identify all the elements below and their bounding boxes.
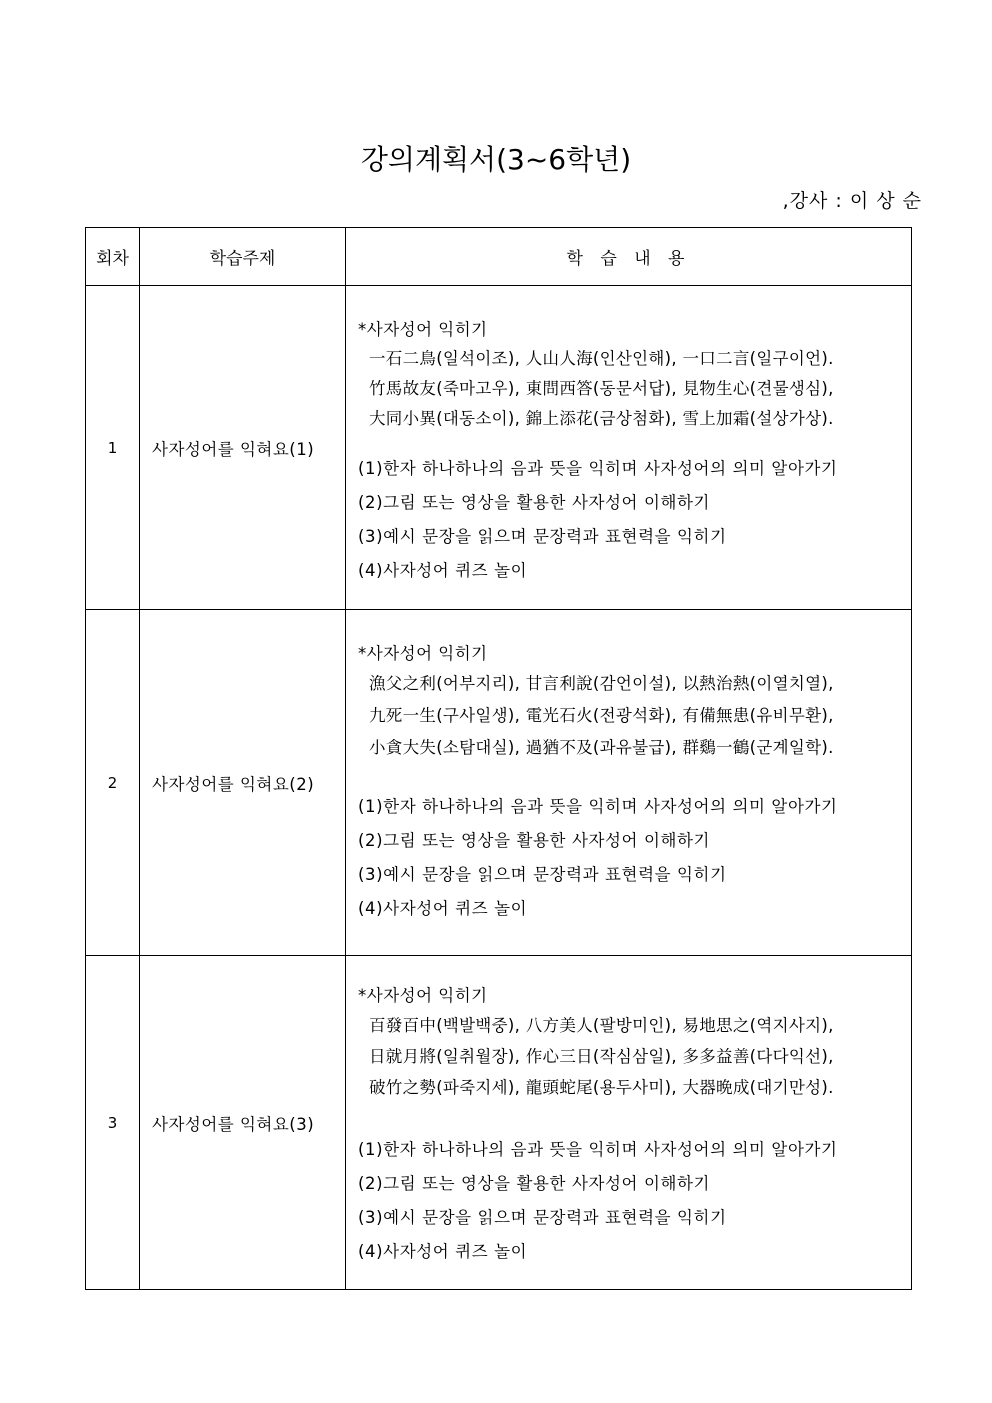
activity-item: (1)한자 하나하나의 음과 뜻을 익히며 사자성어의 의미 알아가기 <box>358 1140 838 1159</box>
activity-item: (4)사자성어 퀴즈 놀이 <box>358 899 528 918</box>
document-title: 강의계획서(3~6학년) <box>360 143 632 176</box>
activity-item: (3)예시 문장을 읽으며 문장력과 표현력을 익히기 <box>358 865 727 884</box>
activity-item: (4)사자성어 퀴즈 놀이 <box>358 561 528 580</box>
session-topic: 사자성어를 익혀요(1) <box>140 286 346 610</box>
session-content <box>346 286 912 610</box>
activity-item: (1)한자 하나하나의 음과 뜻을 익히며 사자성어의 의미 알아가기 <box>358 459 838 478</box>
activity-list <box>358 790 907 926</box>
session-content <box>346 610 912 956</box>
activity-item: (4)사자성어 퀴즈 놀이 <box>358 1242 528 1261</box>
idiom-line: 小貪大失(소탐대실), 過猶不及(과유불급), 群鷄一鶴(군계일학). <box>369 738 834 757</box>
idiom-line: 破竹之勢(파죽지세), 龍頭蛇尾(용두사미), 大器晩成(대기만성). <box>369 1078 834 1097</box>
header-topic: 학습주제 <box>140 228 346 286</box>
session-number: 3 <box>86 956 140 1290</box>
activity-item: (2)그림 또는 영상을 활용한 사자성어 이해하기 <box>358 493 711 512</box>
session-topic: 사자성어를 익혀요(3) <box>140 956 346 1290</box>
header-content: 학 습 내 용 <box>346 228 912 286</box>
table-row <box>86 286 912 610</box>
idiom-line: 竹馬故友(죽마고우), 東問西答(동문서답), 見物生心(견물생심), <box>369 379 834 398</box>
content-heading: *사자성어 익히기 <box>358 320 488 339</box>
instructor-line: ,강사 : 이 상 순 <box>782 190 922 212</box>
activity-item: (2)그림 또는 영상을 활용한 사자성어 이해하기 <box>358 831 711 850</box>
table-row <box>86 956 912 1290</box>
table-header-row <box>86 228 912 286</box>
idiom-line: 日就月將(일취월장), 作心三日(작심삼일), 多多益善(다다익선), <box>369 1047 834 1066</box>
session-topic: 사자성어를 익혀요(2) <box>140 610 346 956</box>
idiom-line: 一石二鳥(일석이조), 人山人海(인산인해), 一口二言(일구이언). <box>369 349 834 368</box>
content-heading: *사자성어 익히기 <box>358 986 488 1005</box>
activity-item: (3)예시 문장을 읽으며 문장력과 표현력을 익히기 <box>358 1208 727 1227</box>
activity-list <box>358 452 907 588</box>
activity-item: (2)그림 또는 영상을 활용한 사자성어 이해하기 <box>358 1174 711 1193</box>
session-content <box>346 956 912 1290</box>
header-session: 회차 <box>86 228 140 286</box>
activity-item: (1)한자 하나하나의 음과 뜻을 익히며 사자성어의 의미 알아가기 <box>358 797 838 816</box>
activity-list <box>358 1133 907 1269</box>
idiom-line: 漁父之利(어부지리), 甘言利說(감언이설), 以熱治熱(이열치열), <box>369 674 834 693</box>
idiom-line: 大同小異(대동소이), 錦上添花(금상첨화), 雪上加霜(설상가상). <box>369 409 834 428</box>
idiom-line: 百發百中(백발백중), 八方美人(팔방미인), 易地思之(역지사지), <box>369 1016 834 1035</box>
activity-item: (3)예시 문장을 읽으며 문장력과 표현력을 익히기 <box>358 527 727 546</box>
table-row <box>86 610 912 956</box>
idiom-list <box>358 1010 907 1103</box>
idiom-list <box>358 344 907 434</box>
lesson-plan-table <box>85 227 912 1290</box>
content-heading: *사자성어 익히기 <box>358 644 488 663</box>
idiom-list <box>358 668 907 764</box>
session-number: 1 <box>86 286 140 610</box>
session-number: 2 <box>86 610 140 956</box>
idiom-line: 九死一生(구사일생), 電光石火(전광석화), 有備無患(유비무환), <box>369 706 834 725</box>
